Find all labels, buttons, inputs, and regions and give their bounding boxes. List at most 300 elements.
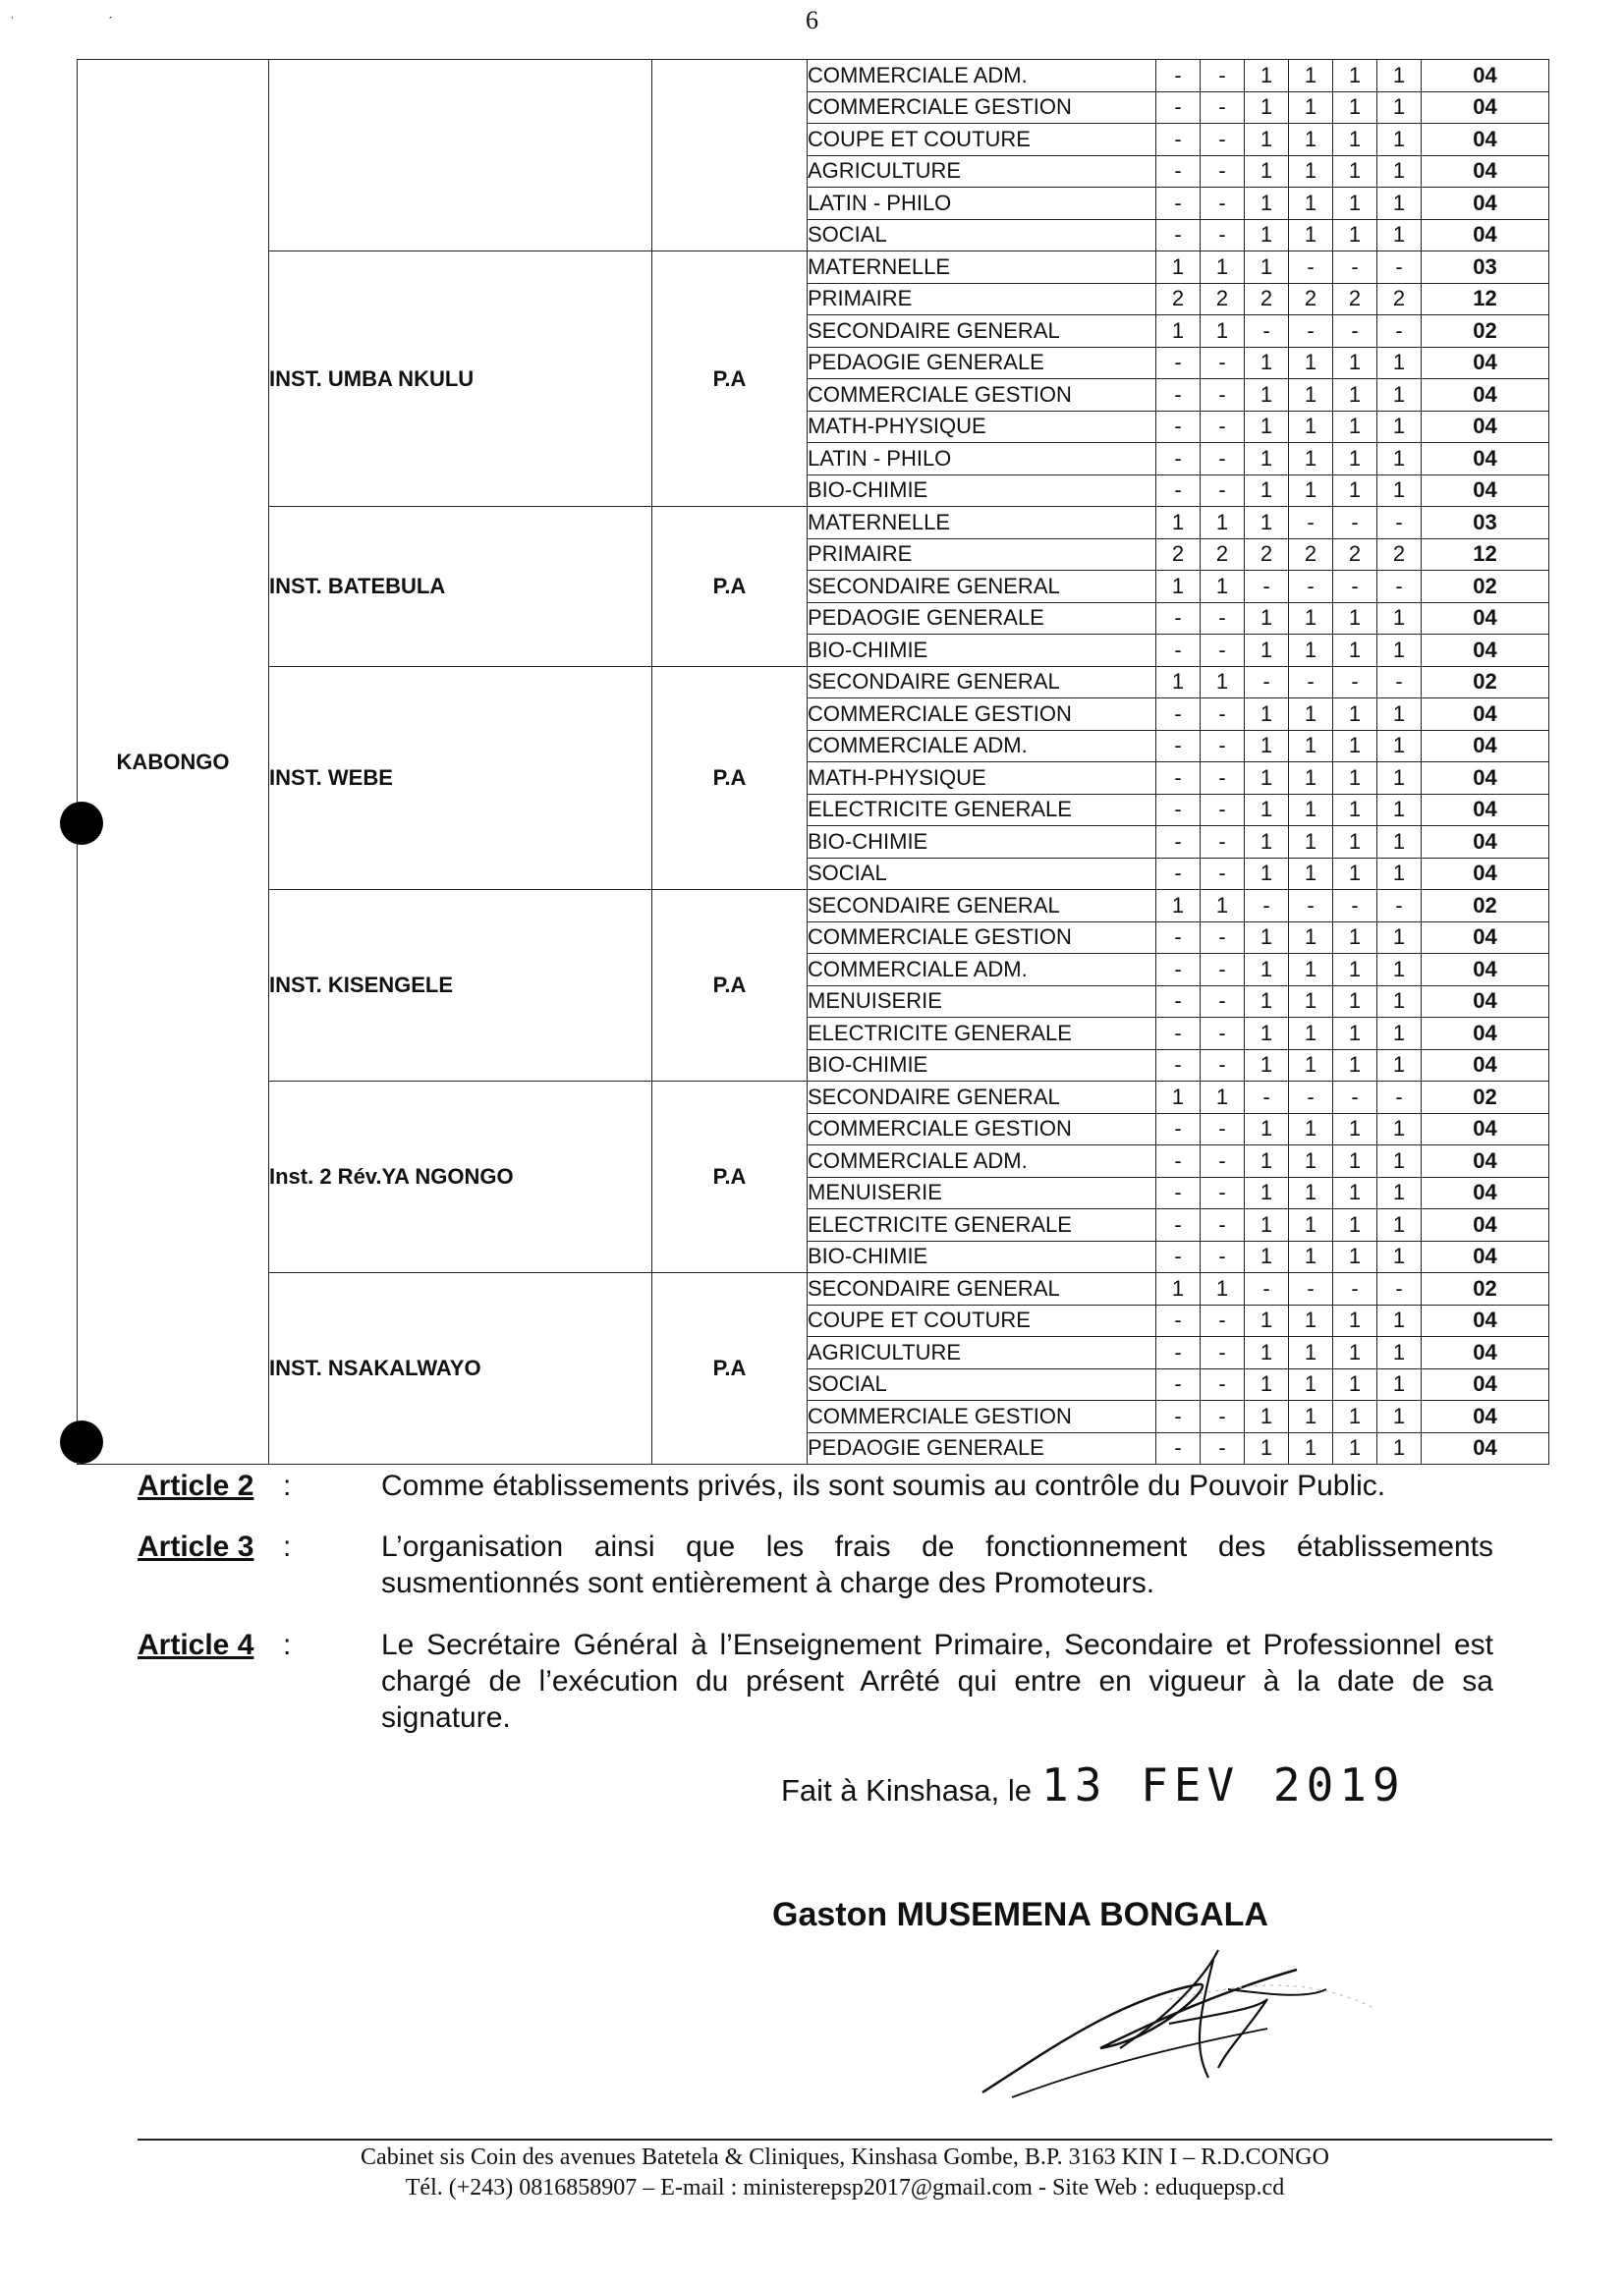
class-count-cell: - (1156, 1241, 1201, 1273)
class-count-cell: 1 (1377, 698, 1422, 731)
closing-place: Fait à Kinshasa, le (781, 1773, 1033, 1808)
footer-address: Cabinet sis Coin des avenues Batetela & Cliniques, Kinshasa Gombe, B.P. 3163 KIN I – R.D.CONGO (361, 2145, 1329, 2170)
class-count-cell: 1 (1245, 1113, 1289, 1145)
class-count-cell: - (1201, 858, 1245, 890)
class-count-cell: 1 (1377, 443, 1422, 475)
school-status-cell: P.A (652, 1082, 808, 1273)
punch-hole (60, 1421, 103, 1464)
class-count-cell: 1 (1289, 474, 1333, 507)
class-count-cell: 2 (1201, 538, 1245, 571)
class-count-cell: 1 (1201, 571, 1245, 603)
total-cell: 04 (1422, 443, 1549, 475)
school-name-cell: INST. BATEBULA (269, 507, 652, 667)
class-count-cell: - (1156, 1049, 1201, 1082)
schools-table (77, 59, 1549, 1465)
class-count-cell: 2 (1333, 538, 1377, 571)
option-cell: MATERNELLE (808, 507, 1156, 539)
total-cell: 04 (1422, 347, 1549, 379)
article-label: Article 3 (138, 1531, 254, 1563)
total-cell: 03 (1422, 507, 1549, 539)
total-cell: 04 (1422, 602, 1549, 635)
total-cell: 04 (1422, 762, 1549, 795)
option-cell: AGRICULTURE (808, 155, 1156, 188)
class-count-cell: 1 (1245, 1177, 1289, 1209)
class-count-cell: 1 (1289, 1177, 1333, 1209)
class-count-cell: 1 (1245, 698, 1289, 731)
total-cell: 04 (1422, 411, 1549, 443)
scan-mark: ˈ (10, 14, 15, 29)
class-count-cell: - (1201, 379, 1245, 412)
class-count-cell: - (1156, 858, 1201, 890)
class-count-cell: 1 (1377, 188, 1422, 220)
option-cell: COMMERCIALE GESTION (808, 921, 1156, 954)
class-count-cell: 2 (1377, 538, 1422, 571)
class-count-cell: 1 (1289, 1337, 1333, 1369)
class-count-cell: - (1201, 985, 1245, 1018)
page-number: 6 (806, 6, 818, 34)
class-count-cell: 1 (1333, 188, 1377, 220)
total-cell: 04 (1422, 1432, 1549, 1465)
class-count-cell: 1 (1156, 666, 1201, 698)
class-count-cell: 2 (1156, 283, 1201, 315)
class-count-cell: 1 (1377, 985, 1422, 1018)
school-name-cell: INST. UMBA NKULU (269, 251, 652, 507)
class-count-cell: 1 (1245, 635, 1289, 667)
class-count-cell: - (1377, 571, 1422, 603)
class-count-cell: 1 (1377, 60, 1422, 92)
class-count-cell: 2 (1245, 538, 1289, 571)
total-cell: 04 (1422, 1145, 1549, 1178)
option-cell: COMMERCIALE GESTION (808, 698, 1156, 731)
class-count-cell: - (1156, 1177, 1201, 1209)
class-count-cell: 1 (1377, 635, 1422, 667)
total-cell: 04 (1422, 1177, 1549, 1209)
option-cell: SECONDAIRE GENERAL (808, 666, 1156, 698)
class-count-cell: - (1333, 251, 1377, 284)
handwritten-signature (973, 1930, 1385, 2137)
class-count-cell: - (1201, 1241, 1245, 1273)
class-count-cell: 1 (1245, 219, 1289, 251)
total-cell: 04 (1422, 474, 1549, 507)
class-count-cell: 1 (1333, 794, 1377, 826)
option-cell: COMMERCIALE GESTION (808, 1113, 1156, 1145)
class-count-cell: 1 (1333, 1241, 1377, 1273)
class-count-cell: - (1156, 379, 1201, 412)
class-count-cell: 1 (1245, 1305, 1289, 1337)
class-count-cell: 1 (1377, 347, 1422, 379)
class-count-cell: 1 (1333, 379, 1377, 412)
class-count-cell: 2 (1377, 283, 1422, 315)
class-count-cell: - (1333, 315, 1377, 348)
option-cell: SECONDAIRE GENERAL (808, 315, 1156, 348)
class-count-cell: 1 (1201, 315, 1245, 348)
class-count-cell: 1 (1201, 1082, 1245, 1114)
class-count-cell: - (1156, 794, 1201, 826)
class-count-cell: 1 (1377, 219, 1422, 251)
class-count-cell: 1 (1333, 858, 1377, 890)
total-cell: 04 (1422, 1209, 1549, 1242)
class-count-cell: - (1156, 1368, 1201, 1401)
class-count-cell: - (1156, 1145, 1201, 1178)
option-cell: SECONDAIRE GENERAL (808, 890, 1156, 922)
class-count-cell: 1 (1289, 698, 1333, 731)
class-count-cell: - (1156, 60, 1201, 92)
total-cell: 04 (1422, 1368, 1549, 1401)
class-count-cell: 1 (1333, 219, 1377, 251)
option-cell: PEDAOGIE GENERALE (808, 602, 1156, 635)
class-count-cell: - (1289, 315, 1333, 348)
class-count-cell: 1 (1377, 411, 1422, 443)
class-count-cell: 1 (1333, 985, 1377, 1018)
table-row (78, 60, 1549, 92)
class-count-cell: - (1201, 155, 1245, 188)
article-text: L’organisation ainsi que les frais de fonctionnement des établissements susmentionnés sont entièrement à charge des Promoteurs. (381, 1531, 1493, 1599)
class-count-cell: - (1156, 347, 1201, 379)
class-count-cell: - (1156, 826, 1201, 859)
class-count-cell: 1 (1377, 602, 1422, 635)
article-text: Le Secrétaire Général à l’Enseignement Primaire, Secondaire et Professionnel est chargé de l’exécution du présent Arrêté qui entre en vigueur à la date de sa signature. (381, 1629, 1493, 1734)
class-count-cell: 1 (1377, 124, 1422, 156)
total-cell: 04 (1422, 1305, 1549, 1337)
class-count-cell: 1 (1289, 1049, 1333, 1082)
class-count-cell: - (1156, 124, 1201, 156)
class-count-cell: 1 (1333, 1209, 1377, 1242)
total-cell: 04 (1422, 794, 1549, 826)
total-cell: 04 (1422, 124, 1549, 156)
total-cell: 04 (1422, 635, 1549, 667)
class-count-cell: 1 (1156, 1082, 1201, 1114)
school-name-cell: INST. KISENGELE (269, 890, 652, 1082)
class-count-cell: 1 (1245, 1432, 1289, 1465)
class-count-cell: 1 (1377, 1241, 1422, 1273)
class-count-cell: 1 (1245, 411, 1289, 443)
class-count-cell: 1 (1333, 762, 1377, 795)
class-count-cell: 1 (1289, 954, 1333, 986)
option-cell: COMMERCIALE ADM. (808, 60, 1156, 92)
total-cell: 12 (1422, 283, 1549, 315)
class-count-cell: 1 (1289, 635, 1333, 667)
class-count-cell: - (1156, 1401, 1201, 1433)
option-cell: SECONDAIRE GENERAL (808, 571, 1156, 603)
class-count-cell: 1 (1156, 571, 1201, 603)
class-count-cell: 1 (1377, 826, 1422, 859)
class-count-cell: - (1201, 635, 1245, 667)
option-cell: COUPE ET COUTURE (808, 124, 1156, 156)
class-count-cell: 1 (1333, 155, 1377, 188)
class-count-cell: 1 (1333, 91, 1377, 124)
class-count-cell: 1 (1333, 411, 1377, 443)
class-count-cell: 1 (1333, 1401, 1377, 1433)
school-name-cell (269, 60, 652, 251)
footer-divider (138, 2139, 1552, 2141)
class-count-cell: - (1156, 762, 1201, 795)
option-cell: BIO-CHIMIE (808, 474, 1156, 507)
class-count-cell: - (1289, 507, 1333, 539)
total-cell: 04 (1422, 698, 1549, 731)
total-cell: 02 (1422, 315, 1549, 348)
class-count-cell: - (1156, 443, 1201, 475)
class-count-cell: 1 (1377, 1368, 1422, 1401)
class-count-cell: - (1377, 315, 1422, 348)
class-count-cell: 1 (1245, 858, 1289, 890)
class-count-cell: 1 (1156, 890, 1201, 922)
option-cell: LATIN - PHILO (808, 188, 1156, 220)
class-count-cell: 1 (1377, 1049, 1422, 1082)
class-count-cell: - (1156, 698, 1201, 731)
class-count-cell: 1 (1245, 1209, 1289, 1242)
class-count-cell: 1 (1289, 188, 1333, 220)
class-count-cell: - (1201, 124, 1245, 156)
class-count-cell: 1 (1333, 602, 1377, 635)
class-count-cell: 1 (1289, 411, 1333, 443)
class-count-cell: - (1201, 921, 1245, 954)
class-count-cell: 1 (1377, 379, 1422, 412)
total-cell: 04 (1422, 1401, 1549, 1433)
class-count-cell: 1 (1156, 507, 1201, 539)
class-count-cell: 1 (1289, 730, 1333, 762)
class-count-cell: 1 (1333, 826, 1377, 859)
table-row (78, 1273, 1549, 1306)
class-count-cell: - (1377, 507, 1422, 539)
footer-contact: Tél. (+243) 0816858907 – E-mail : ministerepsp2017@gmail.com - Site Web : eduquepsp.cd (405, 2175, 1285, 2200)
class-count-cell: 1 (1333, 474, 1377, 507)
class-count-cell: 1 (1289, 1018, 1333, 1050)
article-4 (138, 1627, 1493, 1736)
total-cell: 04 (1422, 1049, 1549, 1082)
class-count-cell: 2 (1333, 283, 1377, 315)
class-count-cell: 2 (1289, 283, 1333, 315)
school-name-cell: INST. NSAKALWAYO (269, 1273, 652, 1465)
class-count-cell: - (1156, 954, 1201, 986)
class-count-cell: - (1289, 666, 1333, 698)
class-count-cell: 1 (1289, 1432, 1333, 1465)
class-count-cell: 2 (1201, 283, 1245, 315)
class-count-cell: 1 (1245, 188, 1289, 220)
class-count-cell: - (1245, 571, 1289, 603)
class-count-cell: 1 (1289, 858, 1333, 890)
class-count-cell: 2 (1156, 538, 1201, 571)
class-count-cell: 1 (1245, 985, 1289, 1018)
class-count-cell: - (1156, 730, 1201, 762)
class-count-cell: 1 (1245, 91, 1289, 124)
class-count-cell: - (1156, 188, 1201, 220)
total-cell: 04 (1422, 60, 1549, 92)
class-count-cell: - (1245, 1273, 1289, 1306)
option-cell: ELECTRICITE GENERALE (808, 794, 1156, 826)
total-cell: 04 (1422, 985, 1549, 1018)
class-count-cell: 1 (1289, 124, 1333, 156)
class-count-cell: - (1201, 1368, 1245, 1401)
total-cell: 04 (1422, 91, 1549, 124)
total-cell: 04 (1422, 379, 1549, 412)
class-count-cell: - (1201, 411, 1245, 443)
class-count-cell: 1 (1245, 1018, 1289, 1050)
school-name-cell: INST. WEBE (269, 666, 652, 890)
class-count-cell: - (1201, 91, 1245, 124)
class-count-cell: 1 (1245, 602, 1289, 635)
class-count-cell: 1 (1245, 251, 1289, 284)
class-count-cell: 1 (1289, 762, 1333, 795)
class-count-cell: - (1201, 1337, 1245, 1369)
class-count-cell: - (1201, 1209, 1245, 1242)
class-count-cell: 1 (1245, 730, 1289, 762)
class-count-cell: 1 (1289, 1305, 1333, 1337)
class-count-cell: 1 (1377, 1401, 1422, 1433)
article-colon: : (283, 1470, 292, 1502)
class-count-cell: 1 (1377, 730, 1422, 762)
closing-date-stamp: 13 FEV 2019 (1041, 1758, 1406, 1811)
option-cell: COMMERCIALE ADM. (808, 954, 1156, 986)
school-status-cell: P.A (652, 1273, 808, 1465)
school-status-cell: P.A (652, 251, 808, 507)
class-count-cell: - (1245, 890, 1289, 922)
class-count-cell: 1 (1289, 1145, 1333, 1178)
class-count-cell: 1 (1156, 315, 1201, 348)
class-count-cell: - (1201, 1401, 1245, 1433)
class-count-cell: 1 (1201, 1273, 1245, 1306)
article-label: Article 2 (138, 1470, 254, 1502)
class-count-cell: 1 (1377, 762, 1422, 795)
table-row (78, 890, 1549, 922)
total-cell: 04 (1422, 826, 1549, 859)
class-count-cell: 1 (1289, 1241, 1333, 1273)
class-count-cell: 1 (1289, 1113, 1333, 1145)
option-cell: LATIN - PHILO (808, 443, 1156, 475)
class-count-cell: - (1201, 219, 1245, 251)
option-cell: SOCIAL (808, 1368, 1156, 1401)
class-count-cell: 1 (1289, 826, 1333, 859)
total-cell: 04 (1422, 1018, 1549, 1050)
class-count-cell: - (1289, 571, 1333, 603)
class-count-cell: - (1377, 890, 1422, 922)
option-cell: AGRICULTURE (808, 1337, 1156, 1369)
class-count-cell: 1 (1245, 60, 1289, 92)
scan-mark: ˊ (108, 14, 113, 29)
class-count-cell: - (1156, 921, 1201, 954)
class-count-cell: 1 (1245, 954, 1289, 986)
class-count-cell: 1 (1245, 379, 1289, 412)
class-count-cell: 1 (1245, 1049, 1289, 1082)
class-count-cell: - (1156, 219, 1201, 251)
class-count-cell: - (1201, 826, 1245, 859)
class-count-cell: - (1156, 1305, 1201, 1337)
class-count-cell: - (1201, 1113, 1245, 1145)
signer-name: Gaston MUSEMENA BONGALA (772, 1896, 1268, 1933)
class-count-cell: - (1156, 985, 1201, 1018)
class-count-cell: - (1201, 954, 1245, 986)
class-count-cell: 1 (1289, 219, 1333, 251)
class-count-cell: - (1333, 1273, 1377, 1306)
total-cell: 04 (1422, 858, 1549, 890)
class-count-cell: 1 (1377, 1145, 1422, 1178)
class-count-cell: 1 (1333, 1368, 1377, 1401)
class-count-cell: 1 (1201, 890, 1245, 922)
class-count-cell: - (1201, 762, 1245, 795)
class-count-cell: 1 (1333, 1177, 1377, 1209)
class-count-cell: 1 (1289, 155, 1333, 188)
option-cell: BIO-CHIMIE (808, 635, 1156, 667)
total-cell: 04 (1422, 1241, 1549, 1273)
class-count-cell: 1 (1245, 1337, 1289, 1369)
class-count-cell: - (1333, 1082, 1377, 1114)
option-cell: COMMERCIALE ADM. (808, 1145, 1156, 1178)
class-count-cell: 1 (1245, 347, 1289, 379)
total-cell: 02 (1422, 890, 1549, 922)
class-count-cell: 1 (1245, 1241, 1289, 1273)
option-cell: COMMERCIALE GESTION (808, 379, 1156, 412)
class-count-cell: - (1201, 794, 1245, 826)
class-count-cell: 1 (1245, 921, 1289, 954)
class-count-cell: - (1156, 411, 1201, 443)
school-status-cell: P.A (652, 666, 808, 890)
option-cell: MENUISERIE (808, 985, 1156, 1018)
class-count-cell: 1 (1201, 507, 1245, 539)
class-count-cell: 1 (1201, 251, 1245, 284)
class-count-cell: - (1245, 1082, 1289, 1114)
class-count-cell: - (1377, 666, 1422, 698)
class-count-cell: 1 (1333, 954, 1377, 986)
total-cell: 02 (1422, 571, 1549, 603)
total-cell: 02 (1422, 666, 1549, 698)
class-count-cell: - (1201, 1049, 1245, 1082)
option-cell: ELECTRICITE GENERALE (808, 1209, 1156, 1242)
class-count-cell: 1 (1289, 60, 1333, 92)
total-cell: 04 (1422, 954, 1549, 986)
class-count-cell: - (1289, 251, 1333, 284)
article-label: Article 4 (138, 1629, 254, 1661)
class-count-cell: - (1201, 60, 1245, 92)
option-cell: MENUISERIE (808, 1177, 1156, 1209)
class-count-cell: - (1201, 730, 1245, 762)
class-count-cell: 1 (1333, 347, 1377, 379)
class-count-cell: 1 (1245, 794, 1289, 826)
class-count-cell: - (1377, 251, 1422, 284)
class-count-cell: - (1156, 1337, 1201, 1369)
class-count-cell: 1 (1333, 124, 1377, 156)
closing-line (781, 1758, 1406, 1811)
class-count-cell: 1 (1377, 1113, 1422, 1145)
option-cell: ELECTRICITE GENERALE (808, 1018, 1156, 1050)
class-count-cell: 1 (1333, 1113, 1377, 1145)
total-cell: 04 (1422, 219, 1549, 251)
class-count-cell: 1 (1245, 1145, 1289, 1178)
school-status-cell: P.A (652, 507, 808, 667)
class-count-cell: - (1245, 666, 1289, 698)
class-count-cell: - (1333, 571, 1377, 603)
class-count-cell: 1 (1377, 858, 1422, 890)
punch-hole (60, 802, 103, 845)
class-count-cell: - (1201, 602, 1245, 635)
total-cell: 04 (1422, 1113, 1549, 1145)
option-cell: PRIMAIRE (808, 538, 1156, 571)
class-count-cell: 1 (1156, 1273, 1201, 1306)
school-name-cell: Inst. 2 Rév.YA NGONGO (269, 1082, 652, 1273)
table-row (78, 507, 1549, 539)
article-colon: : (283, 1629, 292, 1661)
class-count-cell: 1 (1377, 794, 1422, 826)
class-count-cell: - (1156, 155, 1201, 188)
total-cell: 04 (1422, 155, 1549, 188)
class-count-cell: 1 (1333, 698, 1377, 731)
class-count-cell: - (1201, 698, 1245, 731)
class-count-cell: - (1201, 1018, 1245, 1050)
class-count-cell: 1 (1333, 1145, 1377, 1178)
class-count-cell: 1 (1289, 602, 1333, 635)
table-row (78, 251, 1549, 284)
total-cell: 04 (1422, 188, 1549, 220)
class-count-cell: 1 (1377, 155, 1422, 188)
class-count-cell: - (1289, 1082, 1333, 1114)
